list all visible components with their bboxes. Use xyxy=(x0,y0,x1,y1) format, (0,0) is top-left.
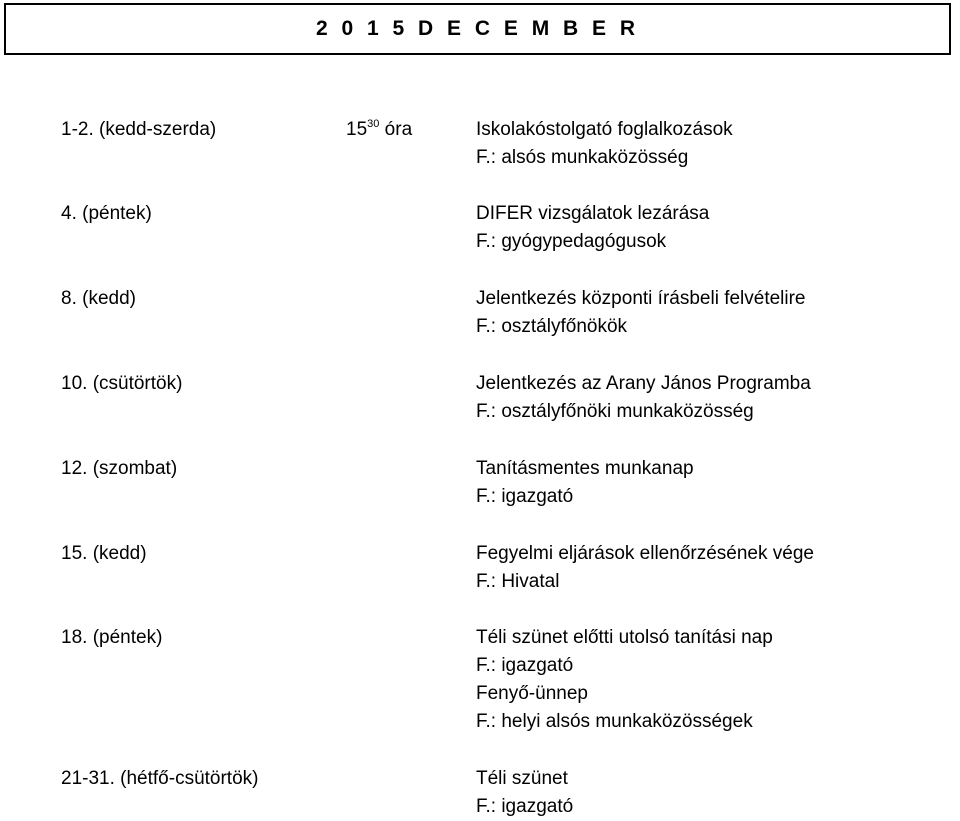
entry-event: Téli szünet előtti utolsó tanítási nap xyxy=(476,627,773,648)
entry-responsible: F.: Hivatal xyxy=(476,571,560,592)
entry-responsible: F.: osztályfőnökök xyxy=(476,316,628,337)
entry-date: 15. (kedd) xyxy=(61,543,147,564)
entry-responsible: F.: igazgató xyxy=(476,655,574,676)
entry-date: 21-31. (hétfő-csütörtök) xyxy=(61,768,259,789)
entry-date: 12. (szombat) xyxy=(61,458,178,479)
entry-lines xyxy=(476,765,573,821)
entry-event: Fenyő-ünnep xyxy=(476,683,588,704)
entry-event: Iskolakóstolgató foglalkozások xyxy=(476,119,733,140)
entry-lines xyxy=(476,455,694,511)
entry-event: Téli szünet xyxy=(476,768,568,789)
entry-date: 1-2. (kedd-szerda) xyxy=(61,119,217,140)
entry-time xyxy=(346,116,412,144)
entry-responsible: F.: gyógypedagógusok xyxy=(476,231,667,252)
entry-lines xyxy=(476,540,814,596)
entry-responsible: F.: osztályfőnöki munkaközösség xyxy=(476,401,754,422)
entry-lines xyxy=(476,200,709,256)
entry-event: Tanításmentes munkanap xyxy=(476,458,694,479)
time-hour: 15 xyxy=(346,119,368,140)
entry-event: Jelentkezés az Arany János Programba xyxy=(476,373,811,394)
page-title: 2 0 1 5 D E C E M B E R xyxy=(315,17,640,40)
entry-responsible: F.: alsós munkaközösség xyxy=(476,147,689,168)
entry-responsible: F.: igazgató xyxy=(476,486,574,507)
entry-lines xyxy=(476,116,733,172)
entry-lines xyxy=(476,624,773,736)
entry-event: Fegyelmi eljárások ellenőrzésének vége xyxy=(476,543,814,564)
entry-event: DIFER vizsgálatok lezárása xyxy=(476,203,710,224)
entry-date: 18. (péntek) xyxy=(61,627,163,648)
entry-date: 8. (kedd) xyxy=(61,288,136,309)
time-minute: 30 xyxy=(367,118,380,130)
entry-responsible: F.: igazgató xyxy=(476,796,574,817)
time-unit: óra xyxy=(384,119,413,140)
entry-lines xyxy=(476,285,806,341)
entry-event: Jelentkezés központi írásbeli felvételire xyxy=(476,288,806,309)
entry-date: 10. (csütörtök) xyxy=(61,373,183,394)
entry-responsible: F.: helyi alsós munkaközösségek xyxy=(476,711,753,732)
entry-date: 4. (péntek) xyxy=(61,203,152,224)
entry-lines xyxy=(476,370,811,426)
